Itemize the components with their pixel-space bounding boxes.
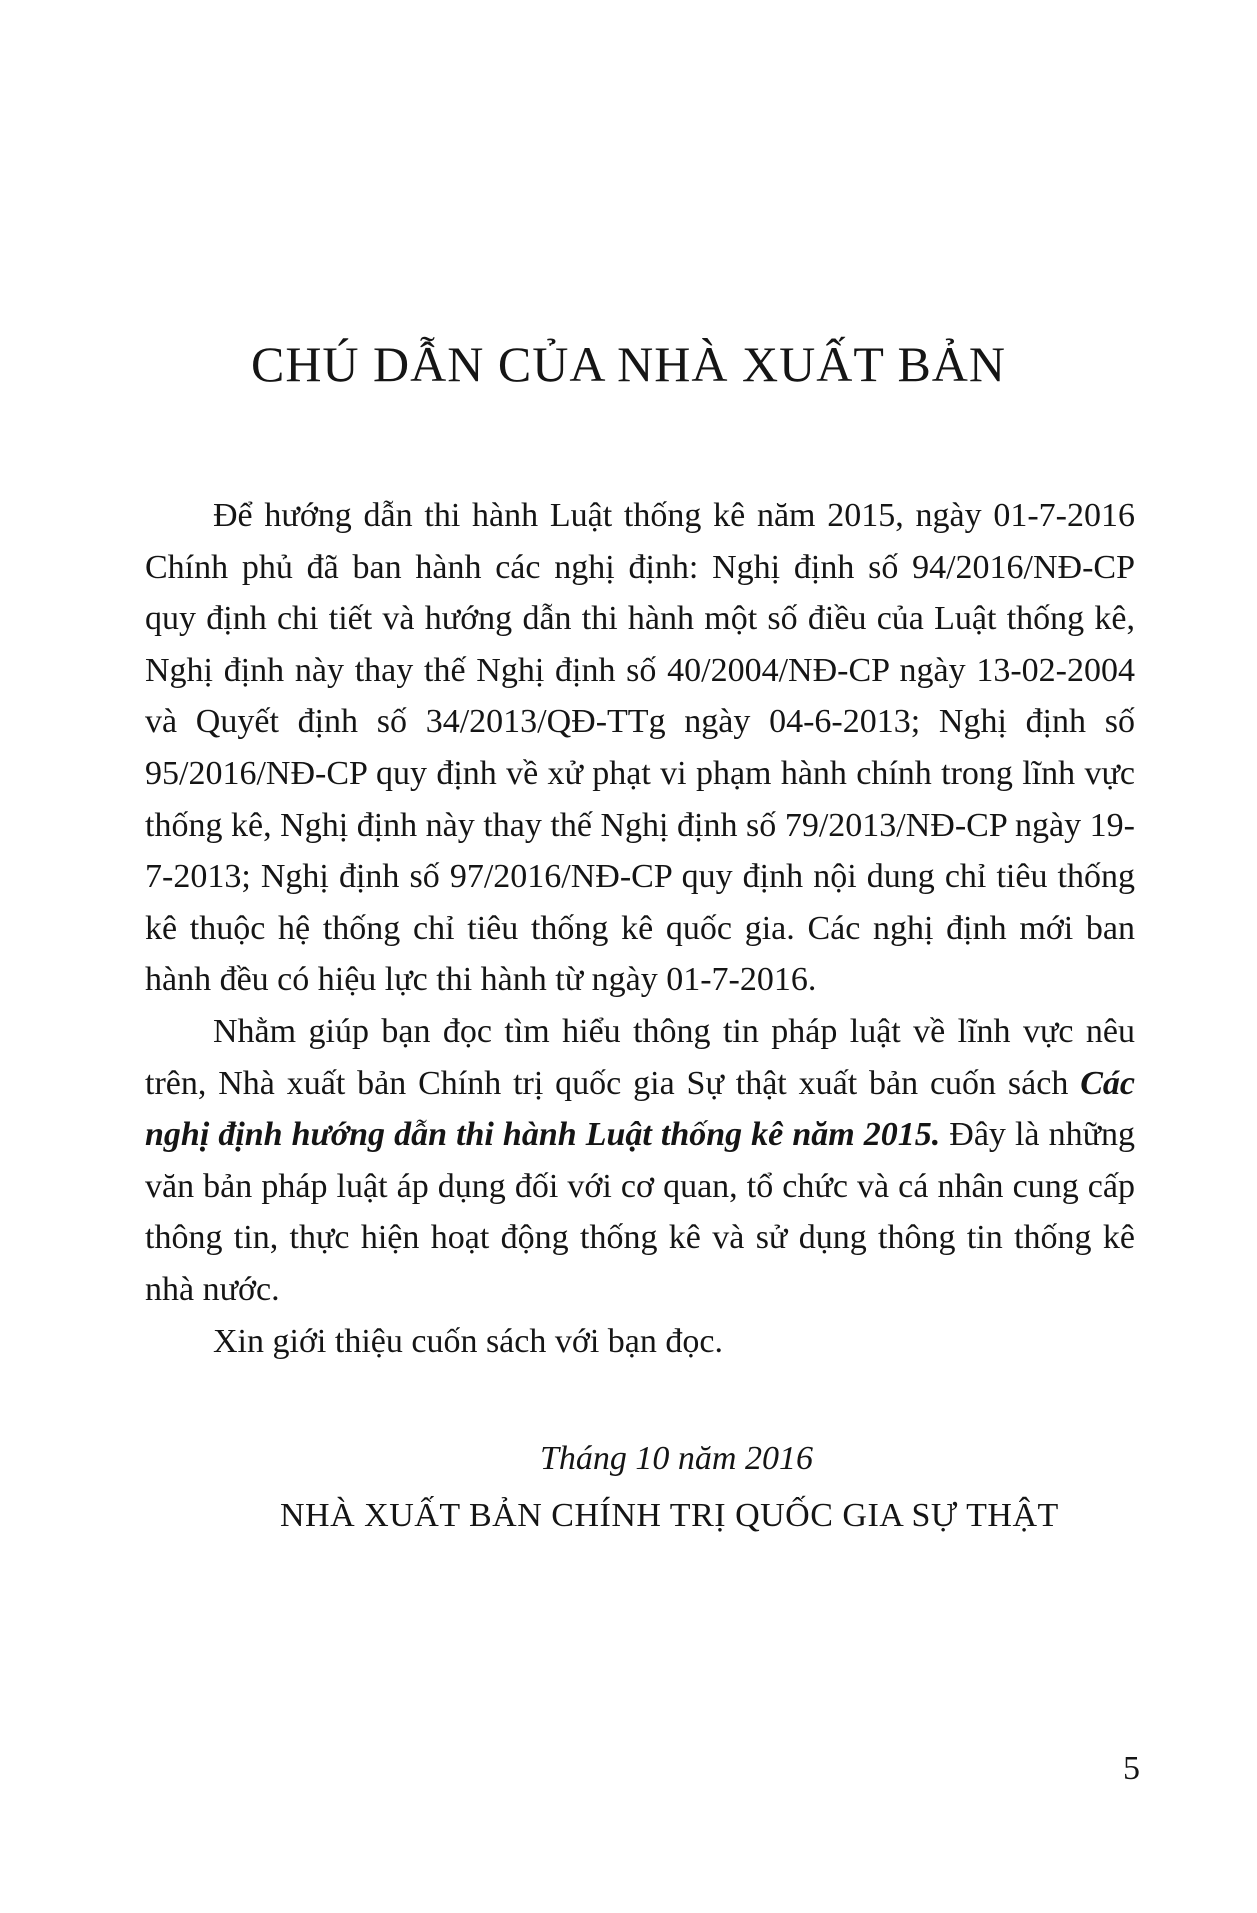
- closing-date: Tháng 10 năm 2016: [540, 1440, 813, 1477]
- paragraph-2-intro: Nhằm giúp bạn đọc tìm hiểu thông tin pháp luật về lĩnh vực nêu trên, Nhà xuất bản Chính trị quốc gia Sự thật xuất bản cuốn sách: [145, 1012, 1135, 1102]
- paragraph-1: Để hướng dẫn thi hành Luật thống kê năm 2015, ngày 01-7-2016 Chính phủ đã ban hành các nghị định: Nghị định số 94/2016/NĐ-CP quy định chi tiết và hướng dẫn thi hành một số điều của Luật thống kê, Nghị định này thay thế Nghị định số 40/2004/NĐ-CP ngày 13-02-2004 và Quyết định số 34/2013/QĐ-TTg ngày 04-6-2013; Nghị định số 95/2016/NĐ-CP quy định về xử phạt vi phạm hành chính trong lĩnh vực thống kê, Nghị định này thay thế Nghị định số 79/2013/NĐ-CP ngày 19-7-2013; Nghị định số 97/2016/NĐ-CP quy định nội dung chỉ tiêu thống kê thuộc hệ thống chỉ tiêu thống kê quốc gia. Các nghị định mới ban hành đều có hiệu lực thi hành từ ngày 01-7-2016.: [145, 497, 1135, 999]
- page-number: 5: [1123, 1750, 1140, 1787]
- publisher-signature: NHÀ XUẤT BẢN CHÍNH TRỊ QUỐC GIA SỰ THẬT: [280, 1497, 1059, 1534]
- paragraph-2-rest: Đây là những văn bản pháp luật áp dụng đối với cơ quan, tổ chức và cá nhân cung cấp thông tin, thực hiện hoạt động thống kê và sử dụng thông tin thống kê nhà nước.: [145, 1116, 1135, 1308]
- page-title: CHÚ DẪN CỦA NHÀ XUẤT BẢN: [250, 336, 1007, 392]
- body-text: [145, 490, 1135, 1367]
- paragraph-3: Xin giới thiệu cuốn sách với bạn đọc.: [213, 1322, 723, 1360]
- paragraph-2: [145, 1006, 1135, 1316]
- book-title: Các nghị định hướng dẫn thi hành Luật thống kê năm 2015.: [145, 1064, 1135, 1154]
